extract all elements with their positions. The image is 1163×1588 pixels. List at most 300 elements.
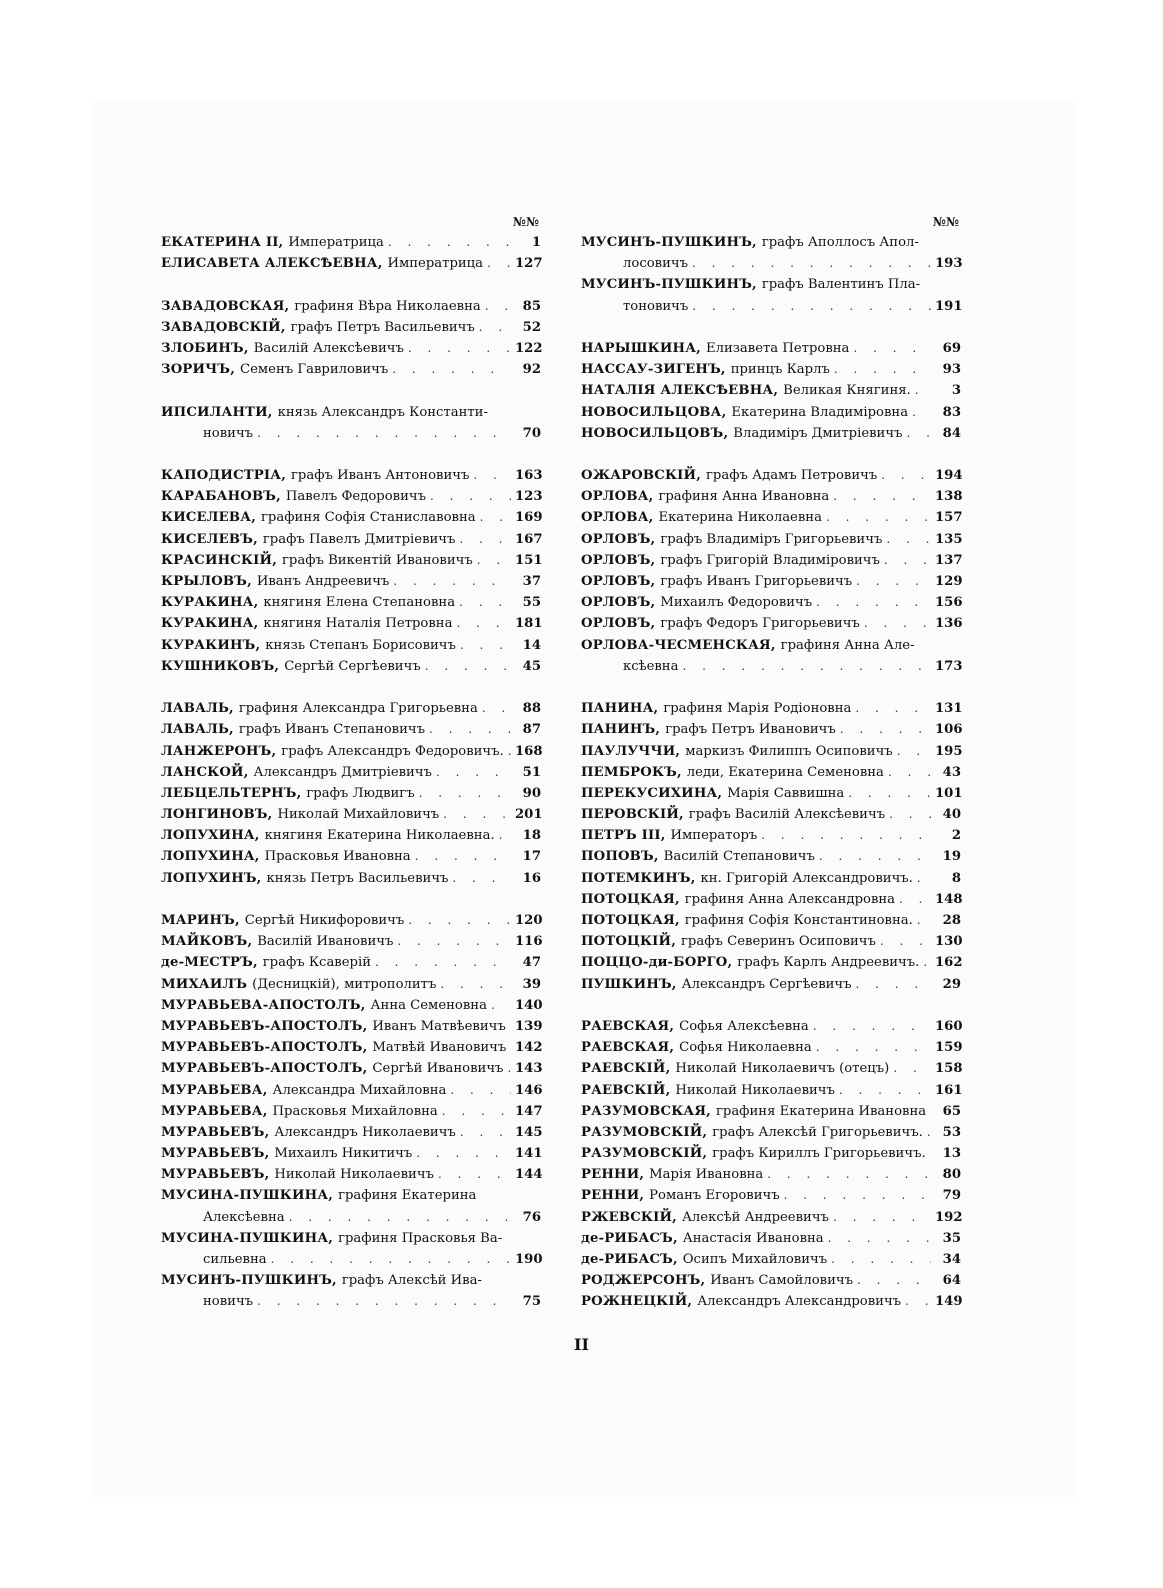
entry-description: сильевна — [203, 1252, 267, 1267]
index-entry — [161, 592, 541, 613]
leader-dots — [456, 613, 511, 634]
entry-description: княгиня Елена Степановна — [263, 595, 456, 611]
leader-dots — [425, 656, 511, 677]
entry-description: Великая Княгиня. — [783, 383, 911, 399]
leader-dots — [930, 1101, 931, 1122]
entry-name: ЛАВАЛЬ, — [161, 701, 234, 717]
entry-description: графъ Людвигъ — [306, 785, 415, 801]
index-entry — [581, 402, 961, 423]
index-entry — [161, 910, 541, 931]
index-entry — [581, 741, 961, 762]
entry-name: МУРАВЬЕВЪ, — [161, 1124, 270, 1140]
entry-description: графъ Карлъ Андреевичъ. — [737, 955, 920, 971]
entry-number: 51 — [522, 764, 541, 780]
leader-dots — [460, 1122, 511, 1143]
entry-description: графиня Анна Ивановна — [658, 489, 830, 505]
leader-dots — [443, 804, 511, 825]
index-entry — [161, 783, 541, 804]
entry-number: 149 — [935, 1294, 963, 1310]
index-entry — [161, 995, 541, 1016]
entry-name: МУРАВЬЕВА, — [161, 1103, 268, 1119]
entry-description: Владиміръ Дмитріевичъ — [733, 425, 903, 441]
entry-number: 136 — [935, 616, 963, 632]
entry-name: НАРЫШКИНА, — [581, 340, 701, 356]
leader-dots — [452, 868, 511, 889]
index-entry — [161, 952, 541, 973]
entry-description: графъ Петръ Ивановичъ — [665, 722, 836, 738]
entry-number: 123 — [515, 489, 543, 505]
index-entry — [581, 952, 961, 973]
entry-description: графъ Викентій Ивановичъ — [281, 552, 473, 568]
leader-dots — [853, 338, 931, 359]
entry-name: РАЗУМОВСКІЙ, — [581, 1124, 708, 1140]
entry-number: 156 — [935, 595, 963, 611]
entry-name: РАЗУМОВСКІЙ, — [581, 1146, 708, 1162]
entry-description: графъ Григорій Владиміровичъ — [660, 552, 880, 568]
index-entry — [581, 232, 961, 253]
entry-name: МУРАВЬЕВЪ-АПОСТОЛЪ, — [161, 1018, 368, 1034]
page-number: II — [574, 1335, 589, 1354]
entry-name: ЛОНГИНОВЪ, — [161, 807, 273, 823]
index-entry — [581, 274, 961, 295]
entry-number: 173 — [935, 658, 963, 674]
entry-name: ПОТЕМКИНЪ, — [581, 870, 696, 886]
entry-description: графиня Вѣра Николаевна — [294, 298, 481, 314]
leader-dots — [833, 1207, 931, 1228]
entry-number: 92 — [522, 362, 541, 378]
leader-dots — [880, 931, 931, 952]
entry-number: 151 — [515, 552, 543, 568]
entry-description: Павелъ Федоровичъ — [285, 489, 426, 505]
entry-number: 43 — [942, 764, 961, 780]
leader-dots — [429, 719, 511, 740]
entry-name: РАЕВСКАЯ, — [581, 1040, 675, 1056]
entry-number: 191 — [935, 298, 963, 314]
leader-dots — [485, 296, 511, 317]
entry-number: 39 — [522, 976, 541, 992]
entry-description: Иванъ Самойловичъ — [710, 1273, 853, 1289]
entry-name: ЗОРИЧЪ, — [161, 362, 236, 378]
index-entry — [161, 762, 541, 783]
entry-name: ПОПОВЪ, — [581, 849, 659, 865]
leader-dots — [819, 846, 931, 867]
entry-number: 2 — [951, 828, 961, 844]
index-entry — [581, 1101, 961, 1122]
leader-dots — [930, 1143, 931, 1164]
index-entry — [161, 613, 541, 634]
entry-description: Осипъ Михайловичъ — [682, 1252, 828, 1267]
index-entry — [581, 507, 961, 528]
index-entry — [581, 1291, 961, 1312]
entry-number: 16 — [522, 870, 541, 886]
entry-description: Василій Ивановичъ — [257, 934, 394, 950]
entry-description: новичъ — [203, 1294, 254, 1310]
entry-description: (Десницкій), митрополитъ — [252, 976, 437, 992]
entry-description: Марія Саввишна — [727, 785, 845, 801]
index-entry — [161, 1080, 541, 1101]
entry-number: 195 — [935, 743, 963, 759]
entry-name: РЕННИ, — [581, 1188, 645, 1204]
entry-number: 192 — [935, 1209, 963, 1225]
entry-name: МУСИНА-ПУШКИНА, — [161, 1230, 334, 1246]
entry-name: НАССАУ-ЗИГЕНЪ, — [581, 362, 726, 378]
entry-description: графиня Софія Станиславовна — [261, 510, 476, 526]
leader-dots — [487, 253, 511, 274]
index-entry — [581, 486, 961, 507]
entry-name: ИПСИЛАНТИ, — [161, 404, 273, 420]
entry-name: МУСИНЪ-ПУШКИНЪ, — [581, 235, 757, 250]
index-entry — [161, 974, 541, 995]
entry-number: 190 — [515, 1252, 543, 1267]
index-entry — [581, 571, 961, 592]
entry-number: 158 — [935, 1061, 963, 1077]
index-entry — [581, 1037, 961, 1058]
entry-description: графъ Владиміръ Григорьевичъ — [660, 531, 883, 547]
entry-number: 127 — [515, 256, 543, 272]
entry-description: Екатерина Владиміровна — [731, 404, 909, 420]
leader-dots — [899, 889, 931, 910]
leader-dots — [889, 804, 931, 825]
leader-dots — [397, 931, 511, 952]
entry-name: МАРИНЪ, — [161, 913, 240, 928]
entry-name: де-РИБАСЪ, — [581, 1230, 678, 1246]
entry-number: 106 — [935, 722, 963, 738]
entry-description: княгиня Екатерина Николаевна. — [264, 828, 495, 844]
entry-description: Императрица — [387, 256, 484, 272]
entry-number: 163 — [515, 468, 543, 484]
entry-number: 162 — [935, 955, 963, 971]
entry-number: 144 — [515, 1167, 543, 1183]
leader-dots — [482, 698, 511, 719]
index-entry — [581, 1228, 961, 1249]
entry-description: князь Александръ Константи- — [277, 404, 488, 420]
entry-number: 28 — [942, 913, 961, 928]
entry-description: Романъ Егоровичъ — [649, 1188, 780, 1204]
entry-description: Николай Николаевичъ — [675, 1082, 835, 1098]
entry-name: ПУШКИНЪ, — [581, 976, 677, 992]
entry-description: графиня Екатерина Ивановна — [715, 1103, 927, 1119]
entry-number: 35 — [942, 1230, 961, 1246]
entry-description: ксѣевна — [623, 658, 679, 674]
index-entry — [161, 1249, 541, 1270]
index-entry — [161, 338, 541, 359]
index-entry — [161, 719, 541, 740]
leader-dots — [893, 1058, 931, 1079]
index-entry — [581, 656, 961, 677]
entry-description: принцъ Карлъ — [730, 362, 830, 378]
index-entry — [581, 1249, 961, 1270]
entry-name: ОРЛОВЪ, — [581, 616, 656, 632]
entry-name: НОВОСИЛЬЦОВА, — [581, 404, 727, 420]
entry-description: Николай Николаевичъ (отецъ) — [675, 1061, 890, 1077]
entry-number: 146 — [515, 1082, 543, 1098]
leader-dots — [419, 783, 511, 804]
entry-description: графиня Екатерина — [338, 1188, 477, 1204]
index-entry — [161, 1270, 541, 1291]
entry-name: ЛАНСКОЙ, — [161, 764, 249, 780]
entry-description: Софья Николаевна — [679, 1040, 812, 1056]
leader-dots — [905, 1291, 931, 1312]
leader-dots — [848, 783, 931, 804]
index-entry — [581, 592, 961, 613]
entry-description: графъ Василій Алексѣевичъ — [688, 807, 886, 823]
entry-name: ЛОПУХИНА, — [161, 828, 260, 844]
entry-name: ПАУЛУЧЧИ, — [581, 743, 681, 759]
entry-number: 47 — [522, 955, 541, 971]
entry-number: 137 — [935, 552, 963, 568]
entry-description: графиня Прасковья Ва- — [338, 1230, 503, 1246]
entry-description: Сергѣй Никифоровичъ — [244, 913, 405, 928]
index-entry — [581, 380, 961, 401]
entry-number: 139 — [515, 1018, 543, 1034]
entry-number: 161 — [935, 1082, 963, 1098]
entry-description: графъ Алексѣй Ива- — [341, 1273, 482, 1289]
leader-dots — [507, 1058, 511, 1079]
entry-number: 53 — [942, 1124, 961, 1140]
entry-name: КРЫЛОВЪ, — [161, 574, 252, 589]
index-entry — [161, 550, 541, 571]
entry-description: Михаилъ Никитичъ — [274, 1146, 413, 1162]
entry-description: кн. Григорій Александровичъ. — [700, 870, 913, 886]
leader-dots — [828, 1228, 931, 1249]
index-entry — [581, 910, 961, 931]
index-entry — [581, 635, 961, 656]
entry-name: ЗАВАДОВСКІЙ, — [161, 319, 286, 335]
leader-dots — [767, 1164, 931, 1185]
entry-name: РОДЖЕРСОНЪ, — [581, 1273, 706, 1289]
entry-name: РАЕВСКІЙ, — [581, 1082, 671, 1098]
entry-number: 101 — [935, 785, 963, 801]
entry-name: ОРЛОВА, — [581, 489, 654, 505]
entry-description: Прасковья Ивановна — [264, 849, 411, 865]
entry-name: РАЗУМОВСКАЯ, — [581, 1103, 711, 1119]
entry-number: 140 — [515, 997, 543, 1013]
index-entry — [581, 1164, 961, 1185]
entry-name: НОВОСИЛЬЦОВЪ, — [581, 425, 729, 441]
leader-dots — [917, 910, 931, 931]
entry-name: КУРАКИНА, — [161, 616, 259, 632]
entry-name: МУРАВЬЕВЪ, — [161, 1146, 270, 1162]
entry-number: 64 — [942, 1273, 961, 1289]
entry-name: МУРАВЬЕВА-АПОСТОЛЪ, — [161, 997, 366, 1013]
entry-name: КРАСИНСКІЙ, — [161, 552, 277, 568]
index-entry — [161, 1228, 541, 1249]
entry-description: Прасковья Михайловна — [272, 1103, 438, 1119]
index-entry — [161, 232, 541, 253]
entry-description: графъ Валентинъ Пла- — [761, 277, 921, 293]
leader-dots — [856, 974, 931, 995]
entry-name: ЛОПУХИНА, — [161, 849, 260, 865]
leader-dots — [839, 1080, 931, 1101]
entry-description: Алексѣй Андреевичъ — [681, 1209, 829, 1225]
entry-number: 80 — [942, 1167, 961, 1183]
index-entry — [581, 338, 961, 359]
index-column-right — [581, 212, 961, 1313]
entry-number: 116 — [515, 934, 543, 950]
entry-name: ПЕТРЪ III, — [581, 828, 666, 844]
leader-dots — [831, 1249, 931, 1270]
entry-number: 93 — [942, 362, 961, 378]
leader-dots — [430, 486, 511, 507]
entry-name: КУРАКИНЪ, — [161, 637, 261, 653]
index-entry — [161, 698, 541, 719]
entry-name: РЕННИ, — [581, 1167, 645, 1183]
entry-description: Сергѣй Сергѣевичъ — [284, 658, 421, 674]
leader-dots — [438, 1164, 511, 1185]
index-entry — [161, 507, 541, 528]
entry-name: де-МЕСТРЪ, — [161, 955, 258, 971]
index-entry — [161, 465, 541, 486]
index-entry — [161, 1143, 541, 1164]
entry-description: Иванъ Матвѣевичъ — [372, 1018, 506, 1034]
entry-number: 181 — [515, 616, 543, 632]
entry-number: 65 — [942, 1103, 961, 1119]
entry-description: графиня Марія Родіоновна — [663, 701, 852, 717]
leader-dots — [459, 529, 511, 550]
index-entry — [161, 317, 541, 338]
leader-dots — [450, 1080, 511, 1101]
entry-number: 83 — [942, 404, 961, 420]
leader-dots — [460, 635, 511, 656]
leader-dots — [415, 846, 511, 867]
leader-dots — [834, 359, 931, 380]
index-entry — [581, 529, 961, 550]
entry-description: графъ Ксаверій — [262, 955, 371, 971]
entry-number: 138 — [935, 489, 963, 505]
entry-number: 129 — [935, 574, 963, 589]
entry-number: 168 — [515, 743, 543, 759]
entry-description: Императрица — [288, 235, 384, 250]
index-entry — [581, 1270, 961, 1291]
entry-number: 142 — [515, 1040, 543, 1056]
index-entry — [581, 868, 961, 889]
entry-name: МУРАВЬЕВЪ-АПОСТОЛЪ, — [161, 1061, 368, 1077]
entry-description: графъ Алексѣй Григорьевичъ. — [712, 1124, 923, 1140]
entry-name: ЛОПУХИНЪ, — [161, 870, 262, 886]
index-entry — [161, 741, 541, 762]
entry-name: КУРАКИНА, — [161, 595, 259, 611]
entry-name: ПАНИНА, — [581, 701, 659, 717]
leader-dots — [886, 529, 931, 550]
index-entry — [581, 762, 961, 783]
entry-name: ПЕМБРОКЪ, — [581, 764, 682, 780]
leader-dots — [682, 656, 931, 677]
entry-number: 143 — [515, 1061, 543, 1077]
leader-dots — [692, 253, 931, 274]
entry-number: 37 — [522, 574, 541, 589]
leader-dots — [927, 1122, 931, 1143]
entry-name: ПОТОЦКАЯ, — [581, 913, 680, 928]
index-entry — [161, 359, 541, 380]
entry-number: 17 — [522, 849, 541, 865]
entry-description: Александръ Сергѣевичъ — [681, 976, 852, 992]
entry-description: графиня Анна Александровна — [684, 891, 896, 907]
entry-description: графиня Анна Але- — [780, 637, 915, 653]
index-entry — [161, 656, 541, 677]
entry-name: МУРАВЬЕВЪ, — [161, 1167, 270, 1183]
entry-description: Александръ Николаевичъ — [274, 1124, 456, 1140]
entry-name: ПОЦЦО-ди-БОРГО, — [581, 955, 733, 971]
entry-description: тоновичъ — [623, 298, 689, 314]
entry-description: графъ Павелъ Дмитріевичъ — [262, 531, 456, 547]
index-entry — [581, 974, 961, 995]
index-entry — [581, 613, 961, 634]
index-entry — [161, 868, 541, 889]
index-entry — [161, 635, 541, 656]
leader-dots — [813, 1016, 931, 1037]
entry-name: ЕЛИСАВЕТА АЛЕКСѢЕВНА, — [161, 256, 383, 272]
index-entry — [161, 529, 541, 550]
index-entry — [161, 402, 541, 423]
entry-number: 145 — [515, 1124, 543, 1140]
entry-number: 160 — [935, 1018, 963, 1034]
index-entry — [581, 296, 961, 317]
leader-dots — [479, 317, 511, 338]
leader-dots — [477, 550, 511, 571]
leader-dots — [826, 507, 931, 528]
entry-number: 1 — [531, 235, 541, 250]
entry-number: 76 — [522, 1209, 541, 1225]
index-entry — [161, 1122, 541, 1143]
index-entry — [581, 465, 961, 486]
index-entry — [581, 783, 961, 804]
entry-number: 135 — [935, 531, 963, 547]
entry-number: 147 — [515, 1103, 543, 1119]
entry-description: Василій Алексѣевичъ — [253, 340, 404, 356]
entry-name: ОРЛОВЪ, — [581, 595, 656, 611]
leader-dots — [915, 380, 931, 401]
entry-name: ЗЛОБИНЪ, — [161, 340, 249, 356]
entry-list — [581, 232, 961, 1313]
entry-name: ОРЛОВЪ, — [581, 552, 656, 568]
leader-dots — [442, 1101, 511, 1122]
index-entry — [161, 1058, 541, 1079]
leader-dots — [416, 1143, 511, 1164]
leader-dots — [459, 592, 511, 613]
entry-number: 55 — [522, 595, 541, 611]
entry-number: 19 — [942, 849, 961, 865]
entry-name: ОРЛОВА, — [581, 510, 654, 526]
leader-dots — [491, 995, 511, 1016]
leader-dots — [480, 507, 511, 528]
entry-name: РАЕВСКАЯ, — [581, 1018, 675, 1034]
entry-name: МИХАИЛЪ — [161, 976, 248, 992]
entry-description: лосовичъ — [623, 256, 688, 272]
entry-number: 18 — [522, 828, 541, 844]
entry-name: ПЕРОВСКІЙ, — [581, 807, 684, 823]
entry-description: Елизавета Петровна — [705, 340, 850, 356]
entry-number: 14 — [522, 637, 541, 653]
leader-dots — [906, 423, 931, 444]
entry-name: ПОТОЦКІЙ, — [581, 934, 677, 950]
entry-number: 157 — [935, 510, 963, 526]
entry-description: графъ Иванъ Григорьевичъ — [660, 574, 853, 589]
entry-number: 120 — [515, 913, 543, 928]
entry-description: Матвѣй Ивановичъ — [372, 1040, 507, 1056]
entry-description: князь Петръ Васильевичъ — [266, 870, 449, 886]
entry-description: графъ Иванъ Степановичъ — [238, 722, 425, 738]
entry-description: Анна Семеновна — [370, 997, 487, 1013]
entry-name: МУСИНА-ПУШКИНА, — [161, 1188, 334, 1204]
leader-dots — [816, 592, 931, 613]
entry-name: ОРЛОВЪ, — [581, 531, 656, 547]
leader-dots — [864, 613, 931, 634]
entry-name: МУСИНЪ-ПУШКИНЪ, — [161, 1273, 337, 1289]
entry-description: Александра Михайловна — [272, 1082, 447, 1098]
entry-name: КУШНИКОВЪ, — [161, 658, 280, 674]
entry-number: 13 — [942, 1146, 961, 1162]
index-entry — [161, 846, 541, 867]
